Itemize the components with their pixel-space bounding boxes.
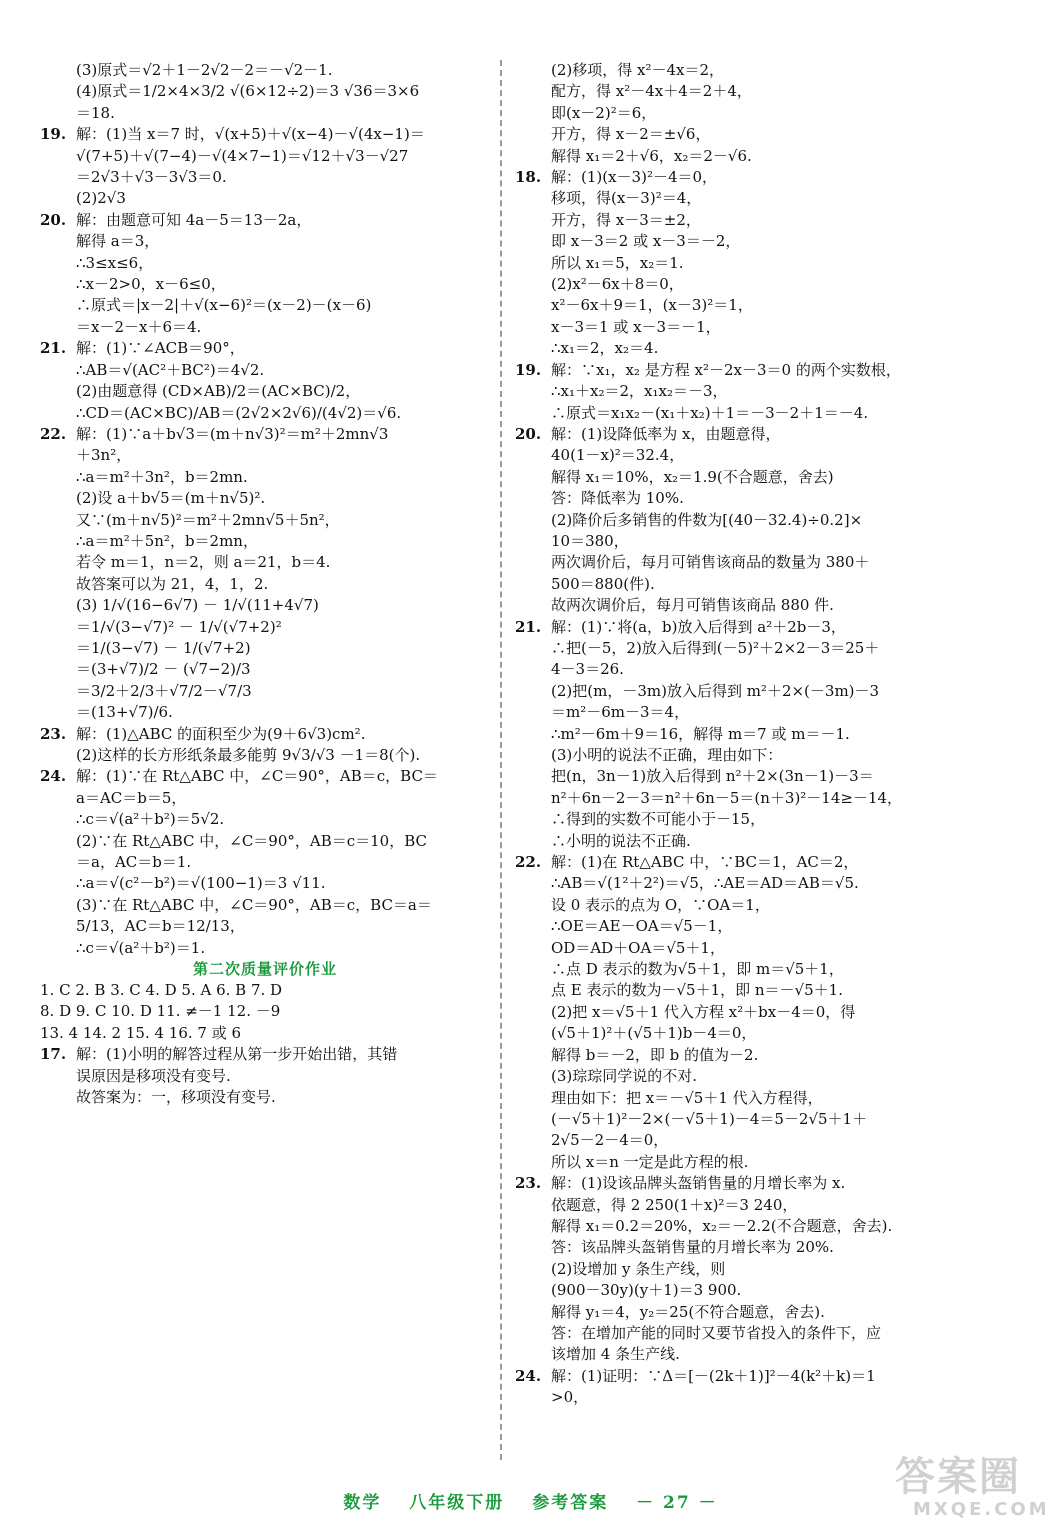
footer-subject: 数学 [343, 1493, 382, 1513]
question-number: 24. [515, 1366, 542, 1385]
answer-line [515, 1344, 985, 1365]
answer-text: ∴原式＝x₁x₂－(x₁＋x₂)＋1＝－3－2＋1＝－4. [551, 403, 869, 422]
answer-text: (－√5＋1)²－2×(－√5＋1)－4＝5－2√5＋1＋ [551, 1109, 868, 1128]
left-column [40, 60, 490, 1109]
right-answer-lines [515, 60, 985, 1409]
answer-text: ∴把(－5，2)放入后得到(－5)²＋2×2－3＝25＋ [551, 638, 880, 657]
answer-line [40, 274, 490, 295]
answer-line [40, 338, 490, 359]
answer-text: ＝x－2－x＋6＝4. [76, 317, 202, 336]
multiple-choice-answers [40, 980, 490, 1044]
answer-text: ∴OE＝AE－OA＝√5－1， [551, 917, 733, 936]
answer-line [515, 552, 985, 573]
answer-text: 2√5－2－4＝0， [551, 1131, 669, 1150]
answer-text: 解：(1)(x－3)²－4＝0， [551, 168, 718, 187]
answer-text: (2)把(m，－3m)放入后得到 m²＋2×(－3m)－3 [551, 681, 880, 700]
answer-line [40, 1087, 490, 1108]
answer-text: ＝1/(3−√7) － 1/(√7+2) [76, 638, 251, 657]
answer-text: ＝(3+√7)/2 － (√7−2)/3 [76, 660, 251, 679]
answer-text: (2)把 x＝√5＋1 代入方程 x²＋bx－4＝0，得 [551, 1002, 856, 1021]
question-number: 20. [40, 210, 67, 229]
answer-line [515, 124, 985, 145]
answer-line [515, 60, 985, 81]
answer-line [515, 274, 985, 295]
answer-line [515, 531, 985, 552]
answer-line [515, 253, 985, 274]
answer-line [515, 766, 985, 787]
answer-line [515, 681, 985, 702]
answer-text: 误原因是移项没有变号. [76, 1066, 231, 1085]
answer-text: 该增加 4 条生产线. [551, 1345, 680, 1364]
answer-line [515, 1259, 985, 1280]
answer-line [515, 1045, 985, 1066]
answer-line [515, 1152, 985, 1173]
question-number: 21. [40, 339, 67, 358]
answer-line [515, 445, 985, 466]
answer-text: 答：降低率为 10%. [551, 489, 684, 508]
answer-line [515, 1323, 985, 1344]
question-17 [40, 1044, 490, 1108]
answer-line [515, 873, 985, 894]
answer-line [515, 1237, 985, 1258]
answer-text: 理由如下：把 x＝－√5＋1 代入方程得， [551, 1088, 823, 1107]
answer-line [515, 938, 985, 959]
answer-line [515, 617, 985, 638]
answer-text: (2)2√3 [76, 189, 126, 208]
answer-line [515, 745, 985, 766]
question-number: 20. [515, 424, 542, 443]
answer-line [40, 574, 490, 595]
answer-line [515, 1387, 985, 1408]
footer-grade: 八年级下册 [409, 1493, 505, 1513]
answer-line [40, 424, 490, 445]
answer-line [40, 467, 490, 488]
answer-line [515, 1002, 985, 1023]
answer-text: 开方，得 x－3＝±2， [551, 210, 701, 229]
footer-kind: 参考答案 [532, 1493, 609, 1513]
answer-text: 移项，得(x－3)²＝4， [551, 189, 702, 208]
question-number: 22. [515, 853, 542, 872]
answer-line [515, 188, 985, 209]
answer-text: 解得 x₁＝2＋√6，x₂＝2－√6. [551, 146, 752, 165]
section-title: 第二次质量评价作业 [192, 960, 337, 979]
answer-text: 解得 y₁＝4，y₂＝25(不符合题意，舍去). [551, 1302, 825, 1321]
answer-line [515, 659, 985, 680]
answer-text: 解得 a＝3， [76, 232, 160, 251]
column-divider [500, 60, 502, 1460]
answer-line [40, 381, 490, 402]
answer-text: 解：(1)证明：∵Δ＝[－(2k＋1)]²－4(k²＋k)＝1 [551, 1366, 876, 1385]
answer-line [40, 809, 490, 830]
answer-text: 解：∵x₁，x₂ 是方程 x²－2x－3＝0 的两个实数根， [551, 360, 901, 379]
answer-text: 解：(1)∵a＋b√3＝(m＋n√3)²＝m²＋2mn√3 [76, 424, 389, 443]
answer-text: x²－6x＋9＝1，(x－3)²＝1， [551, 296, 753, 315]
answer-text: ∴a＝m²＋5n²，b＝2mn， [76, 531, 258, 550]
answer-text: ＝m²－6m－3＝4， [551, 703, 690, 722]
question-number: 23. [40, 724, 67, 743]
answer-text: 10＝380， [551, 531, 629, 550]
watermark-title: 答案圈 [895, 1454, 1021, 1500]
answer-text: 解：(1)∵∠ACB＝90°， [76, 339, 245, 358]
right-column [515, 60, 985, 1409]
answer-text: 开方，得 x－2＝±√6， [551, 125, 711, 144]
page-number: － 27 － [636, 1493, 718, 1513]
answer-text: 5/13，AC＝b＝12/13， [76, 917, 245, 936]
answer-line [515, 467, 985, 488]
answer-line [515, 574, 985, 595]
answer-text: (3)小明的说法不正确，理由如下： [551, 746, 783, 764]
question-number: 18. [515, 168, 542, 187]
answer-line [515, 295, 985, 316]
answer-text: x－3＝1 或 x－3＝－1， [551, 317, 721, 336]
answer-line [40, 403, 490, 424]
question-number: 24. [40, 767, 67, 786]
answer-line [515, 1195, 985, 1216]
answer-line [40, 1044, 490, 1065]
answer-text: 即(x－2)²＝6， [551, 103, 657, 122]
answer-line [40, 788, 490, 809]
answer-line [40, 895, 490, 916]
answer-text: 解：(1)设该品牌头盔销售量的月增长率为 x. [551, 1174, 846, 1193]
answer-line [515, 1302, 985, 1323]
answer-text: 解：(1)设降低率为 x，由题意得， [551, 424, 781, 443]
question-number: 19. [40, 125, 67, 144]
answer-text: 解：(1)当 x＝7 时，√(x+5)＋√(x−4)－√(4x−1)＝ [76, 125, 425, 144]
answer-line [40, 617, 490, 638]
answer-text: ∴得到的实数不可能小于－15， [551, 810, 766, 829]
answer-text: 若令 m＝1，n＝2，则 a＝21，b＝4. [76, 553, 331, 572]
answer-line [40, 702, 490, 723]
answer-line [515, 510, 985, 531]
answer-line [40, 103, 490, 124]
answer-line [40, 295, 490, 316]
answer-text: (2)设 a＋b√5＝(m＋n√5)². [76, 489, 266, 508]
answer-line [515, 1280, 985, 1301]
answer-text: 500＝880(件). [551, 574, 655, 593]
answer-text: (2)降价后多销售的件数为[(40－32.4)÷0.2]× [551, 510, 863, 529]
answer-line [40, 360, 490, 381]
answer-line [515, 1088, 985, 1109]
answer-text: ∴AB＝√(1²＋2²)＝√5，∴AE＝AD＝AB＝√5. [551, 874, 859, 893]
answer-line [40, 81, 490, 102]
answer-line [40, 167, 490, 188]
watermark-url: MXQE.COM [913, 1499, 1050, 1520]
answer-text: 解：(1)在 Rt△ABC 中，∵BC＝1，AC＝2， [551, 853, 859, 872]
answer-text: 故答案为：一，移项没有变号. [76, 1088, 276, 1107]
answer-text: 两次调价后，每月可销售该商品的数量为 380＋ [551, 553, 870, 572]
answer-line [515, 231, 985, 252]
answer-line [40, 510, 490, 531]
answer-text: ＝2√3＋√3－3√3＝0. [76, 168, 227, 187]
answer-text: ＝1/√(3−√7)² － 1/√(√7+2)² [76, 617, 282, 636]
answer-text: 解：(1)∵在 Rt△ABC 中，∠C＝90°，AB＝c，BC＝ [76, 767, 438, 786]
answer-text: 解得 b＝－2，即 b 的值为－2. [551, 1045, 759, 1064]
answer-text: ∴x₁＋x₂＝2，x₁x₂＝－3， [551, 382, 728, 401]
answer-text: (3) 1/√(16−6√7) － 1/√(11+4√7) [76, 596, 319, 615]
answer-line [40, 766, 490, 787]
answer-line [515, 1023, 985, 1044]
answer-line [40, 552, 490, 573]
answer-text: √(7+5)＋√(7−4)－√(4×7−1)＝√12＋√3－√27 [76, 146, 409, 165]
answer-text: ＝3/2＋2/3＋√7/2－√7/3 [76, 681, 252, 700]
answer-line [40, 124, 490, 145]
answer-line [40, 745, 490, 766]
answer-line [515, 595, 985, 616]
answer-line [515, 403, 985, 424]
answer-text: (2)∵在 Rt△ABC 中，∠C＝90°，AB＝c＝10，BC [76, 831, 428, 850]
answer-line [40, 638, 490, 659]
answer-line [40, 852, 490, 873]
mc-answer-row: 13. 4 14. 2 15. 4 16. 7 或 6 [40, 1023, 242, 1042]
answer-text: ∴a＝m²＋3n²，b＝2mn. [76, 467, 248, 486]
answer-text: 故答案可以为 21，4，1，2. [76, 574, 269, 593]
answer-text: ＝a，AC＝b＝1. [76, 853, 192, 872]
answer-text: 所以 x₁＝5，x₂＝1. [551, 253, 684, 272]
answer-text: 设 0 表示的点为 O，∵OA＝1， [551, 895, 770, 914]
answer-line [40, 488, 490, 509]
answer-text: ∴点 D 表示的数为√5＋1，即 m＝√5＋1， [551, 960, 844, 979]
answer-line [40, 188, 490, 209]
answer-line [515, 980, 985, 1001]
answer-line [40, 595, 490, 616]
answer-line [40, 531, 490, 552]
question-number: 19. [515, 360, 542, 379]
mc-answer-row: 1. C 2. B 3. C 4. D 5. A 6. B 7. D [40, 981, 283, 1000]
answer-line [515, 1109, 985, 1130]
answer-line [515, 167, 985, 188]
answer-line [515, 338, 985, 359]
answer-text: ∴AB＝√(AC²＋BC²)＝4√2. [76, 360, 265, 379]
answer-text: ∴x₁＝2，x₂＝4. [551, 339, 659, 358]
answer-line [40, 445, 490, 466]
answer-text: ＋3n²， [76, 446, 132, 465]
answer-line [515, 424, 985, 445]
answer-text: 点 E 表示的数为－√5＋1，即 n＝－√5＋1. [551, 981, 843, 1000]
answer-text: ∴原式＝|x－2|＋√(x−6)²＝(x－2)－(x－6) [76, 296, 372, 315]
answer-text: 解得 x₁＝0.2＝20%，x₂＝－2.2(不合题意，舍去). [551, 1216, 893, 1235]
question-number: 22. [40, 424, 67, 443]
answer-text: ∴c＝√(a²＋b²)＝1. [76, 938, 206, 957]
answer-line [515, 210, 985, 231]
answer-text: 故两次调价后，每月可销售该商品 880 件. [551, 596, 834, 615]
answer-text: (3)原式＝√2＋1－2√2－2＝－√2－1. [76, 61, 333, 79]
answer-text: 4－3＝26. [551, 660, 624, 679]
answer-text: ∴3≤x≤6， [76, 253, 154, 272]
answer-line [40, 60, 490, 81]
answer-line [515, 809, 985, 830]
left-answer-lines [40, 60, 490, 959]
answer-text: (2)x²－6x＋8＝0， [551, 275, 684, 294]
answer-line [40, 146, 490, 167]
answer-line [515, 103, 985, 124]
answer-text: (900－30y)(y＋1)＝3 900. [551, 1281, 742, 1300]
answer-line [515, 1130, 985, 1151]
answer-line [515, 724, 985, 745]
question-number: 23. [515, 1174, 542, 1193]
answer-text: (2)移项，得 x²－4x＝2， [551, 61, 725, 79]
answer-text: ∴x－2>0，x－6≤0， [76, 275, 226, 294]
answer-line [515, 81, 985, 102]
answer-line [40, 317, 490, 338]
watermark-logo [895, 1454, 1050, 1527]
answer-line [515, 1366, 985, 1387]
answer-text: ∴小明的说法不正确. [551, 831, 691, 850]
answer-line [515, 1066, 985, 1087]
answer-line [515, 488, 985, 509]
answer-line [515, 831, 985, 852]
question-number: 17. [40, 1045, 67, 1064]
answer-text: OD＝AD＋OA＝√5＋1， [551, 938, 725, 957]
answer-text: ＝18. [76, 103, 115, 122]
answer-line [40, 724, 490, 745]
answer-line [40, 938, 490, 959]
answer-line [40, 253, 490, 274]
question-number: 21. [515, 617, 542, 636]
answer-text: ∴CD＝(AC×BC)/AB＝(2√2×2√6)/(4√2)＝√6. [76, 403, 402, 422]
answer-line [515, 702, 985, 723]
answer-line [515, 1216, 985, 1237]
answer-text: a＝AC＝b＝5， [76, 788, 187, 807]
answer-line [515, 959, 985, 980]
answer-text: ＝(13+√7)/6. [76, 703, 173, 722]
answer-line [40, 681, 490, 702]
answer-line [515, 638, 985, 659]
answer-line [515, 1173, 985, 1194]
answer-line [515, 381, 985, 402]
answer-line [40, 873, 490, 894]
mc-answer-row: 8. D 9. C 10. D 11. ≠－1 12. －9 [40, 1002, 281, 1021]
answer-text: 解得 x₁＝10%，x₂＝1.9(不合题意，舍去) [551, 467, 834, 486]
answer-text: 解：由题意可知 4a－5＝13－2a， [76, 210, 312, 229]
answer-line [515, 360, 985, 381]
answer-line [515, 895, 985, 916]
answer-text: (3)琮琮同学说的不对. [551, 1067, 698, 1086]
answer-line [515, 916, 985, 937]
answer-line [515, 146, 985, 167]
answer-text: (2)设增加 y 条生产线，则 [551, 1259, 726, 1278]
answer-line [515, 788, 985, 809]
answer-text: (2)由题意得 (CD×AB)/2＝(AC×BC)/2， [76, 382, 361, 401]
answer-text: 又∵(m＋n√5)²＝m²＋2mn√5＋5n²， [76, 510, 340, 529]
answer-text: 把(n，3n－1)放入后得到 n²＋2×(3n－1)－3＝ [551, 767, 874, 786]
answer-text: (2)这样的长方形纸条最多能剪 9√3/√3 －1＝8(个). [76, 746, 421, 764]
answer-text: >0， [551, 1388, 589, 1407]
answer-text: 所以 x＝n 一定是此方程的根. [551, 1152, 749, 1171]
answer-text: (3)∵在 Rt△ABC 中，∠C＝90°，AB＝c，BC＝a＝ [76, 895, 432, 914]
answer-line [40, 916, 490, 937]
answer-text: ∴m²－6m＋9＝16，解得 m＝7 或 m＝－1. [551, 724, 850, 743]
answer-text: (4)原式＝1/2×4×3/2 √(6×12÷2)＝3 √36＝3×6 [76, 82, 420, 101]
answer-line [515, 852, 985, 873]
answer-text: n²＋6n－2－3＝n²＋6n－5＝(n＋3)²－14≥－14， [551, 788, 903, 807]
answer-text: 答：在增加产能的同时又要节省投入的条件下，应 [551, 1323, 882, 1342]
answer-line [515, 317, 985, 338]
answer-text: 40(1－x)²＝32.4， [551, 446, 685, 465]
answer-text: 答：该品牌头盔销售量的月增长率为 20%. [551, 1238, 834, 1257]
answer-text: (√5＋1)²＋(√5＋1)b－4＝0， [551, 1024, 757, 1043]
answer-line [40, 659, 490, 680]
answer-line [40, 231, 490, 252]
answer-text: 解：(1)△ABC 的面积至少为(9＋6√3)cm². [76, 724, 366, 743]
answer-text: 配方，得 x²－4x＋4＝2＋4， [551, 82, 752, 101]
answer-text: 依题意，得 2 250(1＋x)²＝3 240， [551, 1195, 798, 1214]
answer-text: ∴c＝√(a²＋b²)＝5√2. [76, 810, 225, 829]
answer-line [40, 1066, 490, 1087]
answer-text: 即 x－3＝2 或 x－3＝－2， [551, 232, 741, 251]
answer-text: 解：(1)∵将(a，b)放入后得到 a²＋2b－3， [551, 617, 846, 636]
answer-text: ∴a＝√(c²－b²)＝√(100−1)＝3 √11. [76, 874, 326, 893]
answer-text: 解：(1)小明的解答过程从第一步开始出错，其错 [76, 1045, 398, 1064]
answer-line [40, 831, 490, 852]
answer-line [40, 210, 490, 231]
